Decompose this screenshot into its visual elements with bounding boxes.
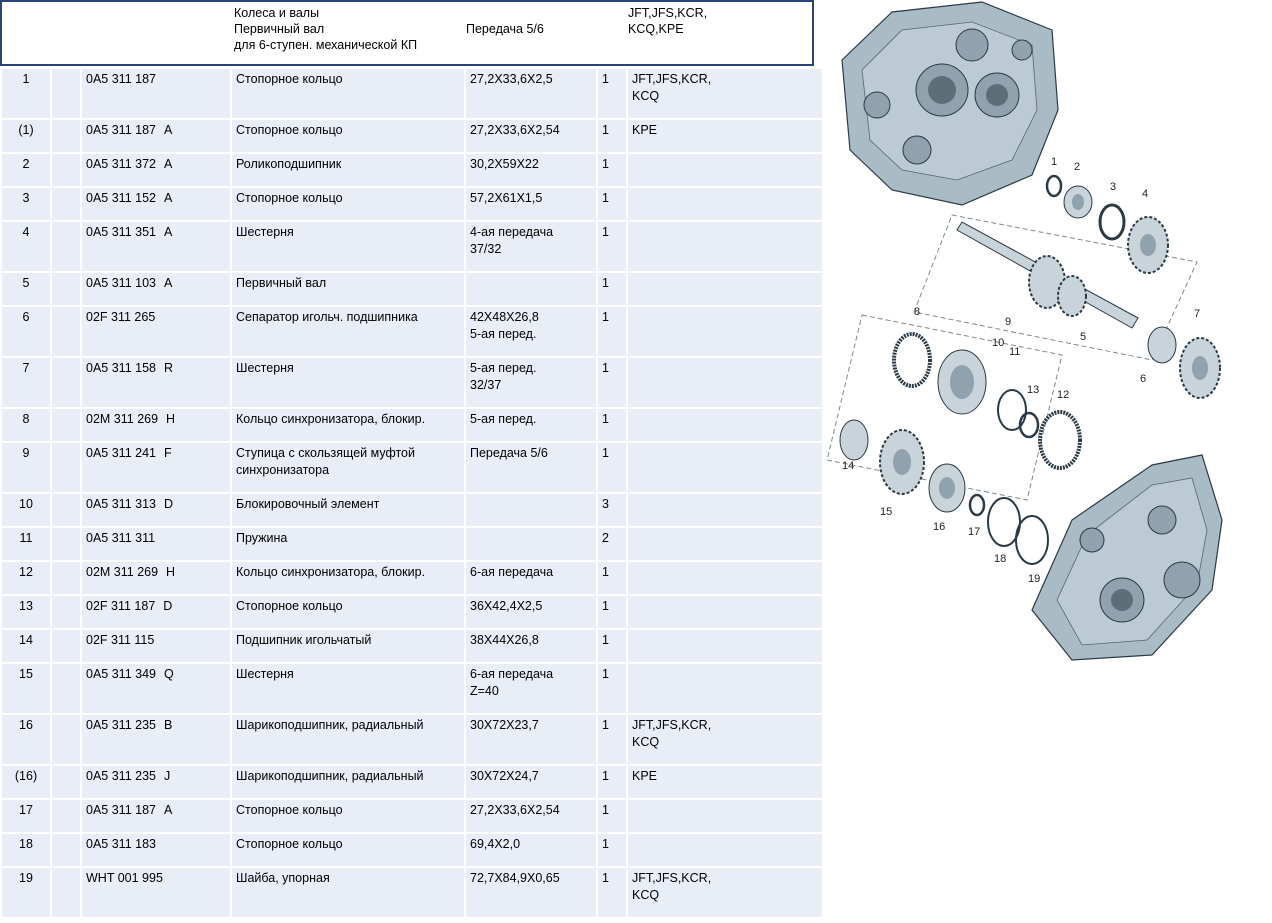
table-header: [0, 0, 814, 66]
row-description: Кольцо синхронизатора, блокир.: [232, 562, 464, 594]
part-suffix: A: [163, 803, 173, 817]
row-specification: 6-ая передача Z=40: [466, 664, 596, 713]
row-models: KPE: [628, 766, 822, 798]
row-number: 4: [2, 222, 50, 271]
part-number: WHT 001 995: [86, 871, 163, 885]
row-number: (16): [2, 766, 50, 798]
part-number: 0A5 311 103: [86, 276, 156, 290]
part-suffix: D: [163, 497, 174, 511]
row-quantity: 1: [598, 222, 626, 271]
row-models: [628, 800, 822, 832]
row-quantity: 3: [598, 494, 626, 526]
table-row: [2, 528, 822, 560]
row-blank: [52, 358, 80, 407]
row-part-number: [82, 307, 230, 356]
row-description: Первичный вал: [232, 273, 464, 305]
row-number: 15: [2, 664, 50, 713]
part-suffix: J: [163, 769, 171, 783]
row-quantity: 2: [598, 528, 626, 560]
row-models: KPE: [628, 120, 822, 152]
part-number: 0A5 311 311: [86, 531, 156, 545]
part-suffix: H: [166, 412, 176, 426]
row-number: 16: [2, 715, 50, 764]
row-quantity: 1: [598, 630, 626, 662]
row-models: [628, 222, 822, 271]
row-blank: [52, 715, 80, 764]
part-suffix: Q: [163, 667, 174, 681]
row-part-number: [82, 358, 230, 407]
row-models: [628, 273, 822, 305]
row-number: 3: [2, 188, 50, 220]
row-specification: 57,2X61X1,5: [466, 188, 596, 220]
row-quantity: 1: [598, 664, 626, 713]
row-quantity: 1: [598, 120, 626, 152]
row-number: 17: [2, 800, 50, 832]
callout-14: 14: [842, 460, 855, 472]
row-blank: [52, 834, 80, 866]
row-models: [628, 834, 822, 866]
callout-2: 2: [1074, 161, 1081, 173]
part-number: 0A5 311 187: [86, 803, 156, 817]
row-quantity: 1: [598, 358, 626, 407]
row-models: [628, 358, 822, 407]
part-number: 0A5 311 152: [86, 191, 156, 205]
row-blank: [52, 69, 80, 118]
callout-1: 1: [1051, 156, 1058, 168]
row-blank: [52, 868, 80, 917]
part-suffix: D: [163, 599, 173, 613]
row-part-number: [82, 630, 230, 662]
row-description: Шестерня: [232, 358, 464, 407]
row-specification: 69,4X2,0: [466, 834, 596, 866]
row-part-number: [82, 868, 230, 917]
row-blank: [52, 188, 80, 220]
exploded-diagram: [822, 0, 1272, 670]
table-row: [2, 834, 822, 866]
row-specification: [466, 528, 596, 560]
row-specification: 42X48X26,8 5-ая перед.: [466, 307, 596, 356]
row-part-number: [82, 766, 230, 798]
row-specification: 27,2X33,6X2,54: [466, 120, 596, 152]
row-number: 9: [2, 443, 50, 492]
row-number: 13: [2, 596, 50, 628]
part-number: 0A5 311 158: [86, 361, 156, 375]
row-quantity: 1: [598, 69, 626, 118]
row-models: [628, 307, 822, 356]
row-part-number: [82, 664, 230, 713]
row-description: Кольцо синхронизатора, блокир.: [232, 409, 464, 441]
row-part-number: [82, 222, 230, 271]
row-number: 19: [2, 868, 50, 917]
callout-6: 6: [1140, 373, 1147, 385]
row-number: 10: [2, 494, 50, 526]
row-description: Пружина: [232, 528, 464, 560]
table-row: [2, 715, 822, 764]
row-quantity: 1: [598, 834, 626, 866]
synchronizer-group: [827, 315, 1080, 564]
header-title: Колеса и валы Первичный вал для 6-ступен. механической КП: [234, 6, 418, 52]
row-number: 2: [2, 154, 50, 186]
row-models: [628, 188, 822, 220]
table-row: [2, 664, 822, 713]
row-number: (1): [2, 120, 50, 152]
row-part-number: [82, 409, 230, 441]
row-number: 1: [2, 69, 50, 118]
row-specification: 36X42,4X2,5: [466, 596, 596, 628]
part-number: 0A5 311 235: [86, 769, 156, 783]
row-description: Шарикоподшипник, радиальный: [232, 715, 464, 764]
row-specification: 30,2X59X22: [466, 154, 596, 186]
row-blank: [52, 766, 80, 798]
callout-7: 7: [1194, 308, 1201, 320]
row-quantity: 1: [598, 562, 626, 594]
callout-16: 16: [933, 521, 946, 533]
table-row: [2, 562, 822, 594]
row-models: [628, 443, 822, 492]
part-number: 0A5 311 235: [86, 718, 156, 732]
row-specification: 5-ая перед. 32/37: [466, 358, 596, 407]
part-number: 02M 311 269: [86, 412, 159, 426]
row-specification: 30X72X24,7: [466, 766, 596, 798]
row-quantity: 1: [598, 273, 626, 305]
row-description: Роликоподшипник: [232, 154, 464, 186]
row-models: [628, 409, 822, 441]
part-suffix: A: [163, 191, 173, 205]
row-quantity: 1: [598, 766, 626, 798]
part-number: 0A5 311 372: [86, 157, 156, 171]
row-specification: 27,2X33,6X2,5: [466, 69, 596, 118]
row-models: [628, 664, 822, 713]
row-blank: [52, 443, 80, 492]
row-description: Шестерня: [232, 664, 464, 713]
table-row: [2, 120, 822, 152]
row-quantity: 1: [598, 443, 626, 492]
row-part-number: [82, 120, 230, 152]
part-number: 0A5 311 187: [86, 123, 156, 137]
table-row: [2, 188, 822, 220]
row-description: Ступица с скользящей муфтой синхронизатора: [232, 443, 464, 492]
part-suffix: H: [166, 565, 176, 579]
row-part-number: [82, 562, 230, 594]
callout-17: 17: [968, 526, 981, 538]
part-suffix: A: [163, 225, 173, 239]
row-blank: [52, 307, 80, 356]
table-row: [2, 494, 822, 526]
table-row: [2, 630, 822, 662]
row-specification: [466, 494, 596, 526]
callout-12: 12: [1057, 389, 1070, 401]
row-quantity: 1: [598, 715, 626, 764]
row-blank: [52, 120, 80, 152]
row-part-number: [82, 596, 230, 628]
row-models: JFT,JFS,KCR, KCQ: [628, 715, 822, 764]
callout-3: 3: [1110, 181, 1117, 193]
row-models: [628, 154, 822, 186]
callout-19: 19: [1028, 573, 1041, 585]
row-description: Блокировочный элемент: [232, 494, 464, 526]
part-number: 02M 311 269: [86, 565, 159, 579]
row-models: [628, 528, 822, 560]
part-number: 0A5 311 241: [86, 446, 156, 460]
row-models: JFT,JFS,KCR, KCQ: [628, 868, 822, 917]
row-part-number: [82, 154, 230, 186]
callout-15: 15: [880, 506, 893, 518]
transmission-housing-top: [842, 2, 1058, 205]
row-quantity: 1: [598, 868, 626, 917]
part-number: 0A5 311 349: [86, 667, 156, 681]
row-number: 7: [2, 358, 50, 407]
row-blank: [52, 562, 80, 594]
row-specification: [466, 273, 596, 305]
row-description: Подшипник игольчатый: [232, 630, 464, 662]
callout-4: 4: [1142, 188, 1149, 200]
part-number: 02F 311 265: [86, 310, 156, 324]
row-number: 18: [2, 834, 50, 866]
table-row: [2, 868, 822, 917]
row-description: Стопорное кольцо: [232, 596, 464, 628]
table-row: [2, 766, 822, 798]
header-models: JFT,JFS,KCR, KCQ,KPE: [628, 6, 708, 36]
row-description: Стопорное кольцо: [232, 188, 464, 220]
row-models: [628, 562, 822, 594]
row-number: 14: [2, 630, 50, 662]
row-specification: Передача 5/6: [466, 443, 596, 492]
table-row: [2, 409, 822, 441]
row-part-number: [82, 69, 230, 118]
callout-5: 5: [1080, 331, 1087, 343]
row-description: Шайба, упорная: [232, 868, 464, 917]
part-number: 0A5 311 351: [86, 225, 156, 239]
row-blank: [52, 528, 80, 560]
row-blank: [52, 630, 80, 662]
row-models: [628, 494, 822, 526]
row-models: [628, 630, 822, 662]
table-row: [2, 154, 822, 186]
callout-10: 10: [992, 337, 1005, 349]
row-quantity: 1: [598, 409, 626, 441]
row-models: [628, 596, 822, 628]
transmission-housing-bottom: [1032, 455, 1222, 660]
table-row: [2, 307, 822, 356]
part-suffix: A: [163, 157, 173, 171]
row-specification: 4-ая передача 37/32: [466, 222, 596, 271]
callout-18: 18: [994, 553, 1007, 565]
row-quantity: 1: [598, 154, 626, 186]
row-blank: [52, 494, 80, 526]
row-blank: [52, 664, 80, 713]
row-description: Стопорное кольцо: [232, 69, 464, 118]
callout-13: 13: [1027, 384, 1040, 396]
part-number: 02F 311 115: [86, 633, 155, 647]
row-part-number: [82, 834, 230, 866]
row-specification: 72,7X84,9X0,65: [466, 868, 596, 917]
row-description: Сепаратор игольч. подшипника: [232, 307, 464, 356]
row-number: 11: [2, 528, 50, 560]
row-part-number: [82, 528, 230, 560]
table-row: [2, 596, 822, 628]
row-number: 5: [2, 273, 50, 305]
part-number: 02F 311 187: [86, 599, 156, 613]
row-blank: [52, 222, 80, 271]
table-row: [2, 443, 822, 492]
part-number: 0A5 311 187: [86, 72, 156, 86]
row-description: Стопорное кольцо: [232, 834, 464, 866]
row-blank: [52, 409, 80, 441]
row-quantity: 1: [598, 307, 626, 356]
row-specification: 38X44X26,8: [466, 630, 596, 662]
callout-8: 8: [914, 306, 921, 318]
table-row: [2, 222, 822, 271]
row-number: 8: [2, 409, 50, 441]
row-description: Шарикоподшипник, радиальный: [232, 766, 464, 798]
row-description: Стопорное кольцо: [232, 120, 464, 152]
row-quantity: 1: [598, 596, 626, 628]
row-blank: [52, 800, 80, 832]
part-number: 0A5 311 313: [86, 497, 156, 511]
row-specification: 6-ая передача: [466, 562, 596, 594]
row-blank: [52, 154, 80, 186]
row-specification: 27,2X33,6X2,54: [466, 800, 596, 832]
part-suffix: R: [163, 361, 174, 375]
row-description: Шестерня: [232, 222, 464, 271]
part-suffix: F: [163, 446, 172, 460]
table-row: [2, 69, 822, 118]
row-part-number: [82, 800, 230, 832]
parts-table: [0, 67, 824, 919]
table-row: [2, 800, 822, 832]
row-quantity: 1: [598, 800, 626, 832]
row-description: Стопорное кольцо: [232, 800, 464, 832]
row-part-number: [82, 188, 230, 220]
row-specification: 30X72X23,7: [466, 715, 596, 764]
part-number: 0A5 311 183: [86, 837, 156, 851]
table-row: [2, 358, 822, 407]
part-suffix: A: [163, 276, 173, 290]
callout-9: 9: [1005, 316, 1012, 328]
row-part-number: [82, 443, 230, 492]
row-number: 6: [2, 307, 50, 356]
row-specification: 5-ая перед.: [466, 409, 596, 441]
row-part-number: [82, 273, 230, 305]
row-number: 12: [2, 562, 50, 594]
row-blank: [52, 596, 80, 628]
part-suffix: B: [163, 718, 173, 732]
table-row: [2, 273, 822, 305]
row-models: JFT,JFS,KCR, KCQ: [628, 69, 822, 118]
callout-11: 11: [1009, 346, 1021, 358]
part-suffix: A: [163, 123, 173, 137]
row-quantity: 1: [598, 188, 626, 220]
row-part-number: [82, 715, 230, 764]
row-part-number: [82, 494, 230, 526]
row-blank: [52, 273, 80, 305]
header-remark: Передача 5/6: [466, 22, 544, 36]
